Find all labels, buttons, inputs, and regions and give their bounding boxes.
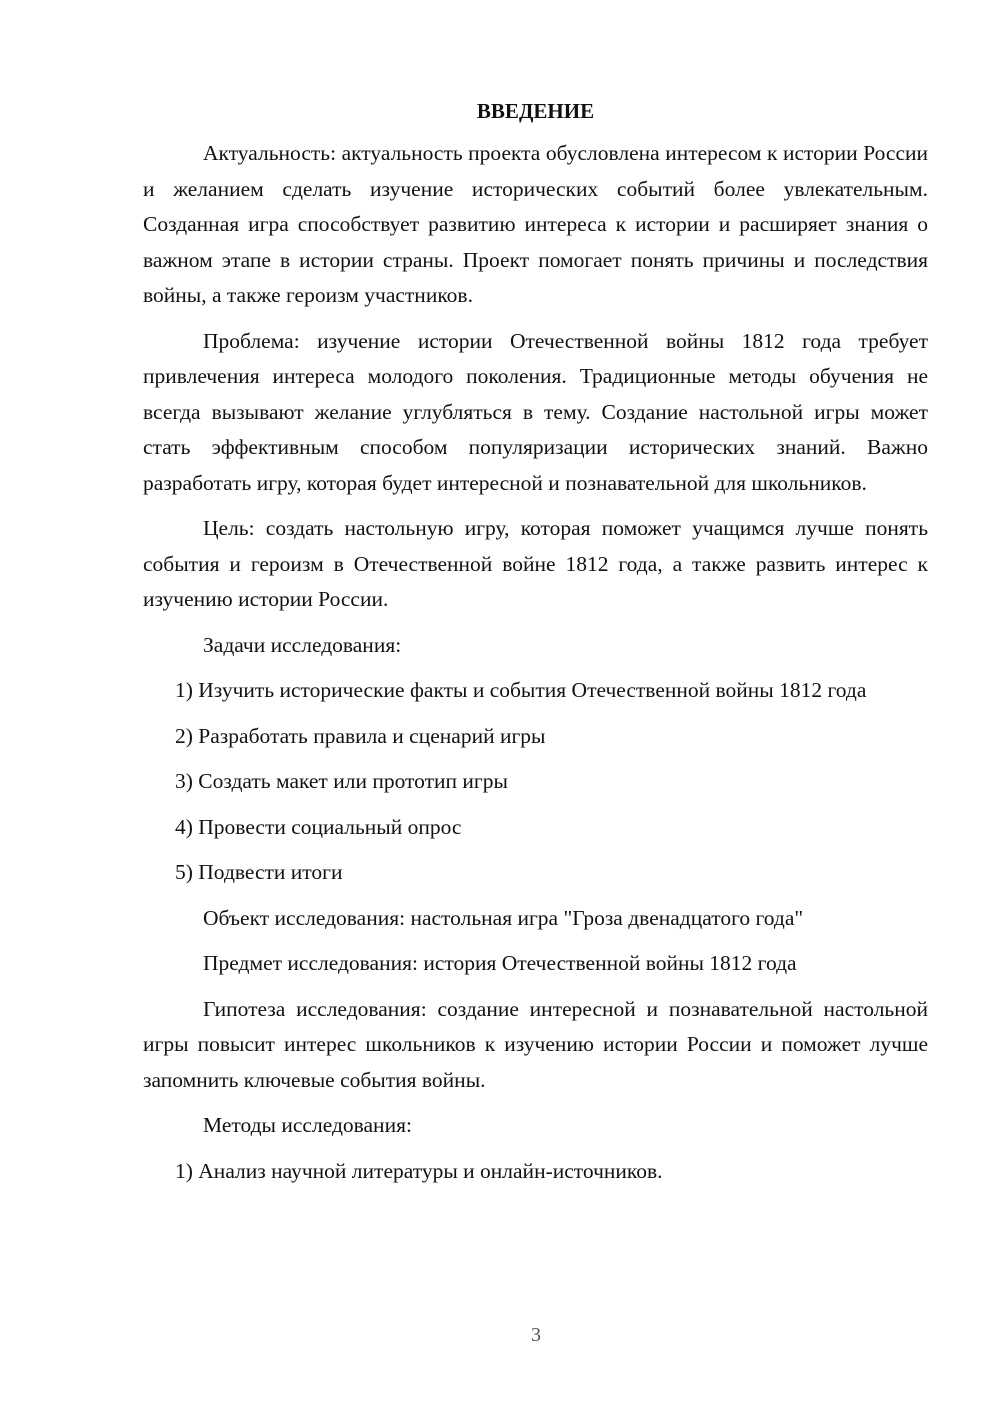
tasks-title: Задачи исследования: — [203, 632, 402, 657]
task-item-1: 1) Изучить исторические факты и события Отечественной войны 1812 года — [175, 678, 867, 702]
task-item-5: 5) Подвести итоги — [175, 860, 343, 884]
task-item-4: 4) Провести социальный опрос — [175, 814, 462, 839]
research-subject: Предмет исследования: история Отечественной войны 1812 года — [203, 951, 797, 975]
goal-paragraph: Цель: создать настольную игру, которая поможет учащимся лучше понять события и героизм в Отечественной войне 1812 года, а также развить интерес к изучению истории России. — [143, 516, 928, 611]
section-heading: ВВЕДЕНИЕ — [476, 99, 595, 123]
hypothesis-paragraph: Гипотеза исследования: создание интересной и познавательной настольной игры повысит интерес школьников к изучению истории России и поможет лучше запомнить ключевые события войны. — [143, 996, 928, 1092]
task-item-3: 3) Создать макет или прототип игры — [175, 769, 508, 793]
relevance-paragraph: Актуальность: актуальность проекта обусловлена интересом к истории России и желанием сделать изучение исторических событий более увлекательным. Созданная игра способствует развитию интереса к истории и расширяет знания о важном этапе в истории страны. Проект помогает понять причины и последствия войны, а также героизм участников. — [143, 141, 928, 307]
research-object: Объект исследования: настольная игра "Гроза двенадцатого года" — [203, 905, 804, 930]
document-page — [143, 96, 928, 1199]
page-number: 3 — [531, 1324, 541, 1346]
problem-paragraph: Проблема: изучение истории Отечественной войны 1812 года требует привлечения интереса молодого поколения. Традиционные методы обучения не всегда вызывают желание углубляться в тему. Создание настольной игры может стать эффективным способом популяризации исторических знаний. Важно разработать игру, которая будет интересной и познавательной для школьников. — [143, 328, 928, 495]
method-item-1: 1) Анализ научной литературы и онлайн-источников. — [175, 1158, 663, 1183]
methods-title: Методы исследования: — [203, 1113, 412, 1137]
task-item-2: 2) Разработать правила и сценарий игры — [175, 723, 546, 748]
